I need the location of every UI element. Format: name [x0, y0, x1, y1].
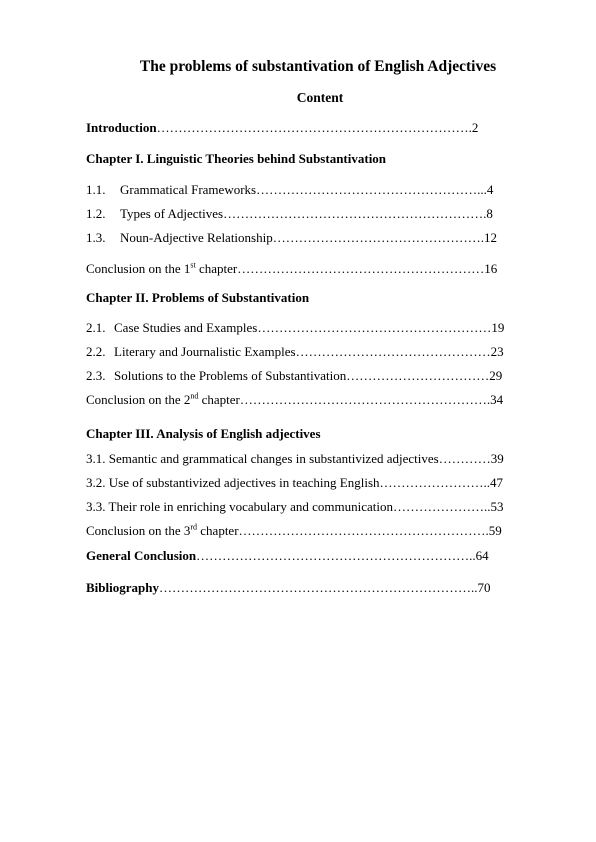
toc-leader-dots: ……………………………………………… [257, 320, 492, 335]
toc-page-number: 16 [484, 261, 498, 276]
toc-label: General Conclusion [86, 548, 197, 563]
toc-leader-dots: …………………….. [379, 475, 491, 490]
toc-page-number: 4 [486, 182, 494, 197]
toc-page-number: 8 [486, 206, 493, 221]
toc-page-number: 23 [490, 344, 504, 359]
toc-label-suffix: chapter [198, 392, 240, 407]
toc-entry-1-2 [86, 206, 522, 222]
toc-label: Conclusion on the 3 [86, 523, 191, 538]
toc-item-number: 1.1. [86, 182, 106, 197]
toc-chapter-2-heading: Chapter II. Problems of Substantivation [86, 290, 310, 305]
toc-label: 3.3. Their role in enriching vocabulary and communication [86, 499, 393, 514]
toc-item-number: 2.2. [86, 344, 106, 359]
toc-label: Bibliography [86, 580, 159, 595]
toc-page-number: 59 [488, 523, 502, 538]
ordinal-suffix: st [190, 261, 196, 270]
toc-leader-dots: ……………………………………………………. [223, 206, 487, 221]
toc-leader-dots: ……………………………………………………….. [196, 548, 476, 563]
toc-page-number: 19 [491, 320, 505, 335]
toc-entry-3-3 [86, 499, 522, 515]
toc-label: Case Studies and Examples [114, 320, 258, 335]
toc-label: 3.2. Use of substantivized adjectives in teaching English [86, 475, 380, 490]
toc-leader-dots: …………………………………………. [272, 230, 484, 245]
toc-leader-dots: ……………………………………… [295, 344, 491, 359]
toc-entry-general-conclusion [86, 548, 522, 564]
toc-leader-dots: …………………………………………………. [238, 523, 489, 538]
toc-leader-dots: ………………….. [392, 499, 491, 514]
toc-chapter-1-heading: Chapter I. Linguistic Theories behind Substantivation [86, 151, 387, 166]
toc-entry-1-1 [86, 182, 522, 198]
toc-entry-chapter-2-conclusion [86, 392, 522, 408]
toc-page-number: 39 [490, 451, 504, 466]
document-title: The problems of substantivation of English Adjectives [139, 58, 497, 75]
toc-entry-2-3 [86, 368, 522, 384]
toc-page-number: 34 [490, 392, 504, 407]
toc-leader-dots: …………………………………………………. [239, 392, 491, 407]
toc-label: Solutions to the Problems of Substantivation [114, 368, 347, 383]
toc-label: 3.1. Semantic and grammatical changes in substantivized adjectives [86, 451, 439, 466]
ordinal-suffix: rd [190, 523, 198, 532]
toc-label: Conclusion on the 1 [86, 261, 191, 276]
toc-chapter-3-heading: Chapter III. Analysis of English adjectives [86, 426, 321, 441]
toc-entry-2-1 [86, 320, 522, 336]
toc-leader-dots: ………………………………………………………………. [156, 120, 472, 135]
ordinal-suffix: nd [190, 392, 199, 401]
toc-item-number: 1.3. [86, 230, 106, 245]
toc-page-number: 64 [475, 548, 489, 563]
toc-page-number: 53 [490, 499, 504, 514]
toc-entry-chapter-3-conclusion [86, 523, 522, 539]
toc-item-number: 1.2. [86, 206, 106, 221]
toc-leader-dots: ………………………………………………… [237, 261, 485, 276]
toc-leader-dots: ……………………………………………………………….. [158, 580, 478, 595]
toc-entry-introduction [86, 120, 522, 136]
toc-label: Introduction [86, 120, 157, 135]
toc-entry-3-2 [86, 475, 522, 491]
toc-label: Noun-Adjective Relationship [120, 230, 273, 245]
toc-page-number: 2 [471, 120, 479, 135]
toc-entry-1-3 [86, 230, 522, 246]
toc-entry-chapter-1-conclusion [86, 261, 522, 277]
toc-leader-dots: ………… [438, 451, 491, 466]
toc-item-number: 2.3. [86, 368, 106, 383]
toc-leader-dots: ……………………………………………... [256, 182, 487, 197]
contents-heading: Content [296, 90, 344, 105]
toc-entry-2-2 [86, 344, 522, 360]
toc-page-number: 70 [477, 580, 491, 595]
toc-label: Literary and Journalistic Examples [114, 344, 296, 359]
toc-label-suffix: chapter [197, 523, 239, 538]
toc-label: Grammatical Frameworks [120, 182, 257, 197]
toc-entry-bibliography [86, 580, 522, 596]
toc-item-number: 2.1. [86, 320, 106, 335]
toc-entry-3-1 [86, 451, 522, 467]
toc-label-suffix: chapter [195, 261, 238, 276]
toc-label: Conclusion on the 2 [86, 392, 191, 407]
toc-label: Types of Adjectives [120, 206, 224, 221]
toc-page-number: 47 [490, 475, 504, 490]
toc-page-number: 29 [489, 368, 503, 383]
toc-page-number: 12 [483, 230, 497, 245]
toc-leader-dots: …………………………… [346, 368, 490, 383]
